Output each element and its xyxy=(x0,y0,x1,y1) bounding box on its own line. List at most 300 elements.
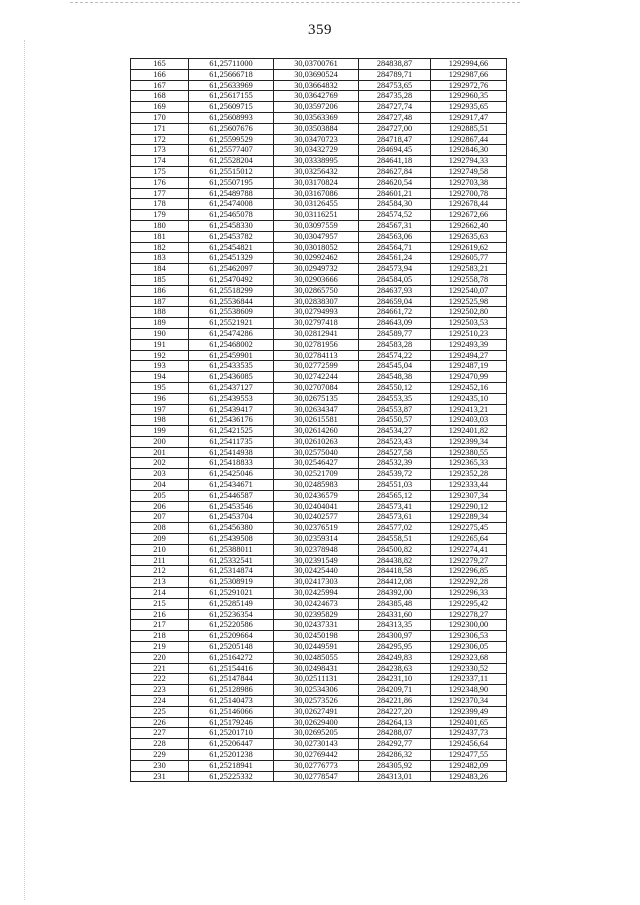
x-coordinate-cell: 284527,58 xyxy=(359,447,431,458)
longitude-cell: 30,03256432 xyxy=(274,166,359,177)
longitude-cell: 30,03126455 xyxy=(274,199,359,210)
point-number-cell: 202 xyxy=(131,458,189,469)
y-coordinate-cell: 1292540,07 xyxy=(431,285,507,296)
x-coordinate-cell: 284331,60 xyxy=(359,609,431,620)
longitude-cell: 30,02402577 xyxy=(274,512,359,523)
longitude-cell: 30,02772599 xyxy=(274,361,359,372)
y-coordinate-cell: 1292365,33 xyxy=(431,458,507,469)
table-row xyxy=(131,458,507,469)
y-coordinate-cell: 1292483,26 xyxy=(431,771,507,782)
x-coordinate-cell: 284548,38 xyxy=(359,372,431,383)
x-coordinate-cell: 284249,83 xyxy=(359,652,431,663)
point-number-cell: 215 xyxy=(131,598,189,609)
y-coordinate-cell: 1292289,34 xyxy=(431,512,507,523)
point-number-cell: 222 xyxy=(131,674,189,685)
table-row xyxy=(131,706,507,717)
y-coordinate-cell: 1292635,63 xyxy=(431,231,507,242)
y-coordinate-cell: 1292794,33 xyxy=(431,156,507,167)
x-coordinate-cell: 284589,77 xyxy=(359,328,431,339)
point-number-cell: 208 xyxy=(131,523,189,534)
x-coordinate-cell: 284789,71 xyxy=(359,69,431,80)
table-row xyxy=(131,620,507,631)
y-coordinate-cell: 1292290,12 xyxy=(431,501,507,512)
latitude-cell: 61,25220586 xyxy=(189,620,274,631)
table-row xyxy=(131,447,507,458)
y-coordinate-cell: 1292265,64 xyxy=(431,534,507,545)
point-number-cell: 180 xyxy=(131,220,189,231)
y-coordinate-cell: 1292370,34 xyxy=(431,696,507,707)
y-coordinate-cell: 1292279,27 xyxy=(431,555,507,566)
latitude-cell: 61,25201710 xyxy=(189,728,274,739)
point-number-cell: 189 xyxy=(131,318,189,329)
x-coordinate-cell: 284292,77 xyxy=(359,739,431,750)
x-coordinate-cell: 284584,05 xyxy=(359,274,431,285)
y-coordinate-cell: 1292274,41 xyxy=(431,544,507,555)
table-row xyxy=(131,382,507,393)
y-coordinate-cell: 1292678,44 xyxy=(431,199,507,210)
point-number-cell: 201 xyxy=(131,447,189,458)
x-coordinate-cell: 284534,27 xyxy=(359,426,431,437)
table-row xyxy=(131,717,507,728)
longitude-cell: 30,02769442 xyxy=(274,750,359,761)
table-row xyxy=(131,339,507,350)
table-row xyxy=(131,674,507,685)
table-row xyxy=(131,59,507,70)
y-coordinate-cell: 1292672,66 xyxy=(431,210,507,221)
longitude-cell: 30,02485055 xyxy=(274,652,359,663)
y-coordinate-cell: 1292525,98 xyxy=(431,296,507,307)
y-coordinate-cell: 1292300,00 xyxy=(431,620,507,631)
point-number-cell: 194 xyxy=(131,372,189,383)
latitude-cell: 61,25434671 xyxy=(189,480,274,491)
point-number-cell: 204 xyxy=(131,480,189,491)
x-coordinate-cell: 284574,22 xyxy=(359,350,431,361)
table-row xyxy=(131,231,507,242)
x-coordinate-cell: 284500,82 xyxy=(359,544,431,555)
latitude-cell: 61,25536844 xyxy=(189,296,274,307)
y-coordinate-cell: 1292487,19 xyxy=(431,361,507,372)
latitude-cell: 61,25521921 xyxy=(189,318,274,329)
longitude-cell: 30,03170824 xyxy=(274,177,359,188)
point-number-cell: 223 xyxy=(131,685,189,696)
longitude-cell: 30,03018052 xyxy=(274,242,359,253)
latitude-cell: 61,25236354 xyxy=(189,609,274,620)
y-coordinate-cell: 1292380,55 xyxy=(431,447,507,458)
y-coordinate-cell: 1292558,78 xyxy=(431,274,507,285)
x-coordinate-cell: 284573,41 xyxy=(359,501,431,512)
x-coordinate-cell: 284753,65 xyxy=(359,80,431,91)
y-coordinate-cell: 1292403,03 xyxy=(431,415,507,426)
x-coordinate-cell: 284545,04 xyxy=(359,361,431,372)
scan-left-margin-line xyxy=(24,40,25,900)
latitude-cell: 61,25388011 xyxy=(189,544,274,555)
x-coordinate-cell: 284574,52 xyxy=(359,210,431,221)
point-number-cell: 170 xyxy=(131,112,189,123)
latitude-cell: 61,25437127 xyxy=(189,382,274,393)
x-coordinate-cell: 284288,07 xyxy=(359,728,431,739)
x-coordinate-cell: 284209,71 xyxy=(359,685,431,696)
latitude-cell: 61,25291021 xyxy=(189,588,274,599)
point-number-cell: 175 xyxy=(131,166,189,177)
point-number-cell: 187 xyxy=(131,296,189,307)
point-number-cell: 205 xyxy=(131,490,189,501)
longitude-cell: 30,02573526 xyxy=(274,696,359,707)
latitude-cell: 61,25453704 xyxy=(189,512,274,523)
y-coordinate-cell: 1292292,28 xyxy=(431,577,507,588)
table-row xyxy=(131,274,507,285)
table-row xyxy=(131,220,507,231)
table-row xyxy=(131,361,507,372)
page-number: 359 xyxy=(308,22,332,38)
longitude-cell: 30,03503884 xyxy=(274,123,359,134)
latitude-cell: 61,25179246 xyxy=(189,717,274,728)
latitude-cell: 61,25314874 xyxy=(189,566,274,577)
table-row xyxy=(131,393,507,404)
point-number-cell: 168 xyxy=(131,91,189,102)
longitude-cell: 30,02359314 xyxy=(274,534,359,545)
x-coordinate-cell: 284553,35 xyxy=(359,393,431,404)
longitude-cell: 30,02615581 xyxy=(274,415,359,426)
x-coordinate-cell: 284583,28 xyxy=(359,339,431,350)
table-row xyxy=(131,242,507,253)
point-number-cell: 210 xyxy=(131,544,189,555)
point-number-cell: 211 xyxy=(131,555,189,566)
y-coordinate-cell: 1292917,47 xyxy=(431,112,507,123)
latitude-cell: 61,25518299 xyxy=(189,285,274,296)
point-number-cell: 224 xyxy=(131,696,189,707)
point-number-cell: 169 xyxy=(131,102,189,113)
y-coordinate-cell: 1292296,85 xyxy=(431,566,507,577)
table-row xyxy=(131,609,507,620)
longitude-cell: 30,03432729 xyxy=(274,145,359,156)
latitude-cell: 61,25474286 xyxy=(189,328,274,339)
x-coordinate-cell: 284573,94 xyxy=(359,264,431,275)
x-coordinate-cell: 284438,82 xyxy=(359,555,431,566)
latitude-cell: 61,25439508 xyxy=(189,534,274,545)
x-coordinate-cell: 284637,93 xyxy=(359,285,431,296)
point-number-cell: 207 xyxy=(131,512,189,523)
latitude-cell: 61,25421525 xyxy=(189,426,274,437)
table-row xyxy=(131,685,507,696)
point-number-cell: 176 xyxy=(131,177,189,188)
longitude-cell: 30,03690524 xyxy=(274,69,359,80)
longitude-cell: 30,03563369 xyxy=(274,112,359,123)
longitude-cell: 30,02417303 xyxy=(274,577,359,588)
coordinates-table-body xyxy=(131,59,507,782)
x-coordinate-cell: 284627,84 xyxy=(359,166,431,177)
y-coordinate-cell: 1292401,65 xyxy=(431,717,507,728)
point-number-cell: 181 xyxy=(131,231,189,242)
x-coordinate-cell: 284385,48 xyxy=(359,598,431,609)
longitude-cell: 30,02707084 xyxy=(274,382,359,393)
latitude-cell: 61,25462097 xyxy=(189,264,274,275)
longitude-cell: 30,03116251 xyxy=(274,210,359,221)
point-number-cell: 221 xyxy=(131,663,189,674)
point-number-cell: 174 xyxy=(131,156,189,167)
y-coordinate-cell: 1292296,33 xyxy=(431,588,507,599)
x-coordinate-cell: 284661,72 xyxy=(359,307,431,318)
y-coordinate-cell: 1292337,11 xyxy=(431,674,507,685)
latitude-cell: 61,25666718 xyxy=(189,69,274,80)
x-coordinate-cell: 284553,87 xyxy=(359,404,431,415)
y-coordinate-cell: 1292456,64 xyxy=(431,739,507,750)
y-coordinate-cell: 1292867,44 xyxy=(431,134,507,145)
latitude-cell: 61,25164272 xyxy=(189,652,274,663)
longitude-cell: 30,02992462 xyxy=(274,253,359,264)
point-number-cell: 173 xyxy=(131,145,189,156)
table-row xyxy=(131,469,507,480)
y-coordinate-cell: 1292482,09 xyxy=(431,760,507,771)
x-coordinate-cell: 284532,39 xyxy=(359,458,431,469)
longitude-cell: 30,03338995 xyxy=(274,156,359,167)
point-number-cell: 214 xyxy=(131,588,189,599)
latitude-cell: 61,25609715 xyxy=(189,102,274,113)
point-number-cell: 220 xyxy=(131,652,189,663)
x-coordinate-cell: 284573,61 xyxy=(359,512,431,523)
latitude-cell: 61,25711000 xyxy=(189,59,274,70)
longitude-cell: 30,02575040 xyxy=(274,447,359,458)
table-row xyxy=(131,544,507,555)
table-row xyxy=(131,728,507,739)
longitude-cell: 30,02949732 xyxy=(274,264,359,275)
latitude-cell: 61,25209664 xyxy=(189,631,274,642)
y-coordinate-cell: 1292700,78 xyxy=(431,188,507,199)
longitude-cell: 30,02485983 xyxy=(274,480,359,491)
x-coordinate-cell: 284313,01 xyxy=(359,771,431,782)
point-number-cell: 192 xyxy=(131,350,189,361)
longitude-cell: 30,02498431 xyxy=(274,663,359,674)
latitude-cell: 61,25436085 xyxy=(189,372,274,383)
table-row xyxy=(131,264,507,275)
longitude-cell: 30,02436579 xyxy=(274,490,359,501)
point-number-cell: 172 xyxy=(131,134,189,145)
point-number-cell: 178 xyxy=(131,199,189,210)
latitude-cell: 61,25225332 xyxy=(189,771,274,782)
point-number-cell: 167 xyxy=(131,80,189,91)
latitude-cell: 61,25439553 xyxy=(189,393,274,404)
longitude-cell: 30,03597206 xyxy=(274,102,359,113)
longitude-cell: 30,02903666 xyxy=(274,274,359,285)
longitude-cell: 30,02629400 xyxy=(274,717,359,728)
longitude-cell: 30,03642769 xyxy=(274,91,359,102)
longitude-cell: 30,02511131 xyxy=(274,674,359,685)
longitude-cell: 30,02794993 xyxy=(274,307,359,318)
y-coordinate-cell: 1292846,30 xyxy=(431,145,507,156)
table-row xyxy=(131,426,507,437)
latitude-cell: 61,25205148 xyxy=(189,642,274,653)
x-coordinate-cell: 284550,57 xyxy=(359,415,431,426)
y-coordinate-cell: 1292703,38 xyxy=(431,177,507,188)
table-row xyxy=(131,318,507,329)
latitude-cell: 61,25633969 xyxy=(189,80,274,91)
x-coordinate-cell: 284564,71 xyxy=(359,242,431,253)
latitude-cell: 61,25608993 xyxy=(189,112,274,123)
table-row xyxy=(131,750,507,761)
longitude-cell: 30,02784113 xyxy=(274,350,359,361)
point-number-cell: 185 xyxy=(131,274,189,285)
table-row xyxy=(131,210,507,221)
longitude-cell: 30,02781956 xyxy=(274,339,359,350)
table-row xyxy=(131,577,507,588)
point-number-cell: 228 xyxy=(131,739,189,750)
table-row xyxy=(131,534,507,545)
table-row xyxy=(131,739,507,750)
x-coordinate-cell: 284838,87 xyxy=(359,59,431,70)
x-coordinate-cell: 284601,21 xyxy=(359,188,431,199)
point-number-cell: 219 xyxy=(131,642,189,653)
y-coordinate-cell: 1292662,40 xyxy=(431,220,507,231)
latitude-cell: 61,25147844 xyxy=(189,674,274,685)
longitude-cell: 30,03700761 xyxy=(274,59,359,70)
table-row xyxy=(131,760,507,771)
y-coordinate-cell: 1292503,53 xyxy=(431,318,507,329)
latitude-cell: 61,25128986 xyxy=(189,685,274,696)
longitude-cell: 30,02425994 xyxy=(274,588,359,599)
latitude-cell: 61,25468002 xyxy=(189,339,274,350)
point-number-cell: 227 xyxy=(131,728,189,739)
latitude-cell: 61,25470492 xyxy=(189,274,274,285)
y-coordinate-cell: 1292994,66 xyxy=(431,59,507,70)
longitude-cell: 30,02521709 xyxy=(274,469,359,480)
x-coordinate-cell: 284584,30 xyxy=(359,199,431,210)
x-coordinate-cell: 284577,02 xyxy=(359,523,431,534)
y-coordinate-cell: 1292510,23 xyxy=(431,328,507,339)
scan-top-rule xyxy=(70,2,520,3)
x-coordinate-cell: 284221,86 xyxy=(359,696,431,707)
longitude-cell: 30,02546427 xyxy=(274,458,359,469)
point-number-cell: 203 xyxy=(131,469,189,480)
y-coordinate-cell: 1292348,90 xyxy=(431,685,507,696)
x-coordinate-cell: 284558,51 xyxy=(359,534,431,545)
x-coordinate-cell: 284392,00 xyxy=(359,588,431,599)
x-coordinate-cell: 284620,54 xyxy=(359,177,431,188)
y-coordinate-cell: 1292885,51 xyxy=(431,123,507,134)
latitude-cell: 61,25218941 xyxy=(189,760,274,771)
longitude-cell: 30,02812941 xyxy=(274,328,359,339)
x-coordinate-cell: 284238,63 xyxy=(359,663,431,674)
latitude-cell: 61,25154416 xyxy=(189,663,274,674)
table-row xyxy=(131,771,507,782)
table-row xyxy=(131,188,507,199)
point-number-cell: 177 xyxy=(131,188,189,199)
y-coordinate-cell: 1292323,68 xyxy=(431,652,507,663)
latitude-cell: 61,25538609 xyxy=(189,307,274,318)
point-number-cell: 217 xyxy=(131,620,189,631)
x-coordinate-cell: 284718,47 xyxy=(359,134,431,145)
longitude-cell: 30,02695205 xyxy=(274,728,359,739)
point-number-cell: 231 xyxy=(131,771,189,782)
latitude-cell: 61,25599529 xyxy=(189,134,274,145)
table-row xyxy=(131,555,507,566)
table-row xyxy=(131,652,507,663)
point-number-cell: 198 xyxy=(131,415,189,426)
longitude-cell: 30,02424673 xyxy=(274,598,359,609)
latitude-cell: 61,25414938 xyxy=(189,447,274,458)
latitude-cell: 61,25433535 xyxy=(189,361,274,372)
y-coordinate-cell: 1292275,45 xyxy=(431,523,507,534)
x-coordinate-cell: 284523,43 xyxy=(359,436,431,447)
y-coordinate-cell: 1292437,73 xyxy=(431,728,507,739)
longitude-cell: 30,03167086 xyxy=(274,188,359,199)
table-row xyxy=(131,566,507,577)
latitude-cell: 61,25206447 xyxy=(189,739,274,750)
point-number-cell: 183 xyxy=(131,253,189,264)
longitude-cell: 30,02437331 xyxy=(274,620,359,631)
y-coordinate-cell: 1292749,58 xyxy=(431,166,507,177)
latitude-cell: 61,25489788 xyxy=(189,188,274,199)
table-row xyxy=(131,156,507,167)
point-number-cell: 209 xyxy=(131,534,189,545)
point-number-cell: 196 xyxy=(131,393,189,404)
x-coordinate-cell: 284567,31 xyxy=(359,220,431,231)
point-number-cell: 200 xyxy=(131,436,189,447)
latitude-cell: 61,25308919 xyxy=(189,577,274,588)
latitude-cell: 61,25451329 xyxy=(189,253,274,264)
y-coordinate-cell: 1292493,39 xyxy=(431,339,507,350)
point-number-cell: 171 xyxy=(131,123,189,134)
latitude-cell: 61,25140473 xyxy=(189,696,274,707)
table-row xyxy=(131,199,507,210)
longitude-cell: 30,02378948 xyxy=(274,544,359,555)
table-row xyxy=(131,631,507,642)
latitude-cell: 61,25332541 xyxy=(189,555,274,566)
table-row xyxy=(131,642,507,653)
longitude-cell: 30,02634347 xyxy=(274,404,359,415)
longitude-cell: 30,02742244 xyxy=(274,372,359,383)
table-row xyxy=(131,436,507,447)
point-number-cell: 230 xyxy=(131,760,189,771)
longitude-cell: 30,02838307 xyxy=(274,296,359,307)
longitude-cell: 30,02534306 xyxy=(274,685,359,696)
point-number-cell: 165 xyxy=(131,59,189,70)
longitude-cell: 30,02449591 xyxy=(274,642,359,653)
longitude-cell: 30,02627491 xyxy=(274,706,359,717)
point-number-cell: 195 xyxy=(131,382,189,393)
y-coordinate-cell: 1292307,34 xyxy=(431,490,507,501)
point-number-cell: 206 xyxy=(131,501,189,512)
point-number-cell: 216 xyxy=(131,609,189,620)
latitude-cell: 61,25617155 xyxy=(189,91,274,102)
latitude-cell: 61,25201238 xyxy=(189,750,274,761)
longitude-cell: 30,02675135 xyxy=(274,393,359,404)
y-coordinate-cell: 1292502,80 xyxy=(431,307,507,318)
x-coordinate-cell: 284565,12 xyxy=(359,490,431,501)
latitude-cell: 61,25146066 xyxy=(189,706,274,717)
longitude-cell: 30,02730143 xyxy=(274,739,359,750)
y-coordinate-cell: 1292330,52 xyxy=(431,663,507,674)
latitude-cell: 61,25285149 xyxy=(189,598,274,609)
x-coordinate-cell: 284563,06 xyxy=(359,231,431,242)
latitude-cell: 61,25454821 xyxy=(189,242,274,253)
point-number-cell: 193 xyxy=(131,361,189,372)
table-row xyxy=(131,512,507,523)
y-coordinate-cell: 1292972,76 xyxy=(431,80,507,91)
y-coordinate-cell: 1292494,27 xyxy=(431,350,507,361)
latitude-cell: 61,25418833 xyxy=(189,458,274,469)
longitude-cell: 30,02614260 xyxy=(274,426,359,437)
table-row xyxy=(131,663,507,674)
table-row xyxy=(131,145,507,156)
x-coordinate-cell: 284550,12 xyxy=(359,382,431,393)
point-number-cell: 213 xyxy=(131,577,189,588)
longitude-cell: 30,02450198 xyxy=(274,631,359,642)
table-row xyxy=(131,177,507,188)
x-coordinate-cell: 284727,00 xyxy=(359,123,431,134)
x-coordinate-cell: 284641,18 xyxy=(359,156,431,167)
table-row xyxy=(131,91,507,102)
table-row xyxy=(131,415,507,426)
point-number-cell: 229 xyxy=(131,750,189,761)
